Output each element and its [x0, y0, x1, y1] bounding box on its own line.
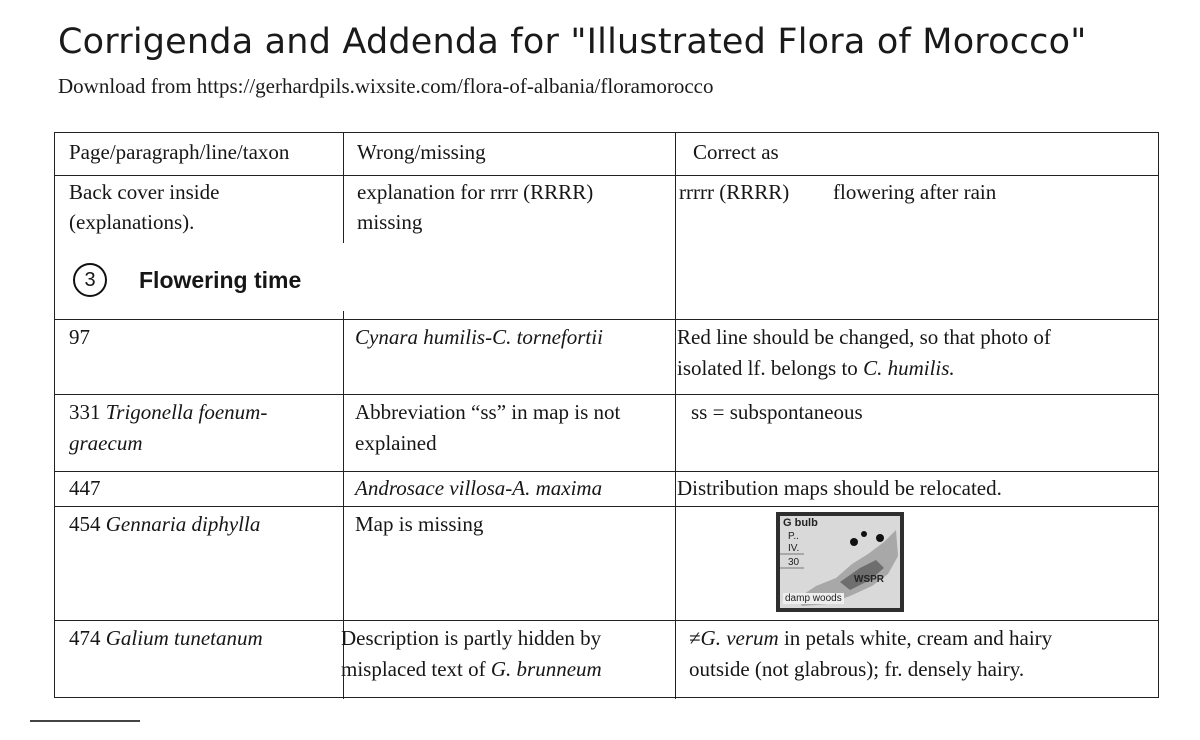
- row3-page-line2: graecum: [69, 431, 143, 455]
- row-divider: [55, 620, 1158, 621]
- column-divider: [343, 133, 344, 243]
- row5-page: 454 Gennaria diphylla: [69, 512, 261, 536]
- row4-correct: Distribution maps should be relocated.: [677, 476, 1002, 500]
- row2-correct-line1: Red line should be changed, so that photo of: [677, 325, 1051, 349]
- map-panel: [780, 516, 900, 608]
- row1-page-line2: (explanations).: [69, 210, 195, 234]
- row3-page-line1: 331 Trigonella foenum-: [69, 400, 268, 424]
- map-region: WSPR: [854, 574, 884, 585]
- row1-wrong-line2: missing: [357, 210, 423, 234]
- header-correct: Correct as: [693, 140, 779, 164]
- row6-correct-line1: ≠G. verum in petals white, cream and hairy: [689, 626, 1053, 650]
- row6-page: 474 Galium tunetanum: [69, 626, 263, 650]
- badge-label: Flowering time: [139, 266, 302, 293]
- row3-wrong-line1: Abbreviation “ss” in map is not: [355, 400, 621, 424]
- distribution-map-image: [776, 512, 904, 612]
- map-habitat: damp woods: [785, 593, 842, 604]
- corrigenda-table: [54, 132, 1159, 698]
- row1-page-line1: Back cover inside: [69, 180, 220, 204]
- row-divider: [55, 319, 1158, 320]
- bottom-rule: [30, 720, 140, 722]
- row3-wrong-line2: explained: [355, 431, 437, 455]
- row1-correct-code: rrrrr (RRRR): [679, 180, 790, 204]
- flowering-time-badge: [73, 263, 301, 297]
- map-line2: IV.: [788, 543, 800, 554]
- page-title: Corrigenda and Addenda for "Illustrated Flora of Morocco": [58, 22, 1087, 62]
- row6-wrong-line2: misplaced text of G. brunneum: [341, 657, 602, 681]
- row3-correct: ss = subspontaneous: [691, 400, 863, 424]
- row-divider: [55, 506, 1158, 507]
- header-wrong: Wrong/missing: [357, 140, 486, 164]
- row2-wrong: Cynara humilis-C. tornefortii: [355, 325, 603, 349]
- map-code: G bulb: [783, 517, 818, 529]
- column-divider: [675, 133, 676, 699]
- header-divider: [55, 175, 1158, 176]
- row1-wrong-line1: explanation for rrrr (RRRR): [357, 180, 594, 204]
- row1-correct-text: flowering after rain: [833, 180, 997, 204]
- row-divider: [55, 471, 1158, 472]
- row6-wrong-line1: Description is partly hidden by: [341, 626, 602, 650]
- number-circle-icon: 3: [73, 263, 107, 297]
- row5-wrong: Map is missing: [355, 512, 484, 536]
- header-page: Page/paragraph/line/taxon: [69, 140, 290, 164]
- row-divider: [55, 394, 1158, 395]
- row4-page: 447: [69, 476, 101, 500]
- map-line3: 30: [788, 557, 800, 568]
- row4-wrong: Androsace villosa-A. maxima: [355, 476, 603, 500]
- row2-correct-line2: isolated lf. belongs to C. humilis.: [677, 356, 955, 380]
- download-link-text: Download from https://gerhardpils.wixsite.com/flora-of-albania/floramorocco: [58, 74, 714, 98]
- row6-correct-line2: outside (not glabrous); fr. densely hairy.: [689, 657, 1025, 681]
- map-line1: P..: [788, 531, 799, 542]
- row2-page: 97: [69, 325, 90, 349]
